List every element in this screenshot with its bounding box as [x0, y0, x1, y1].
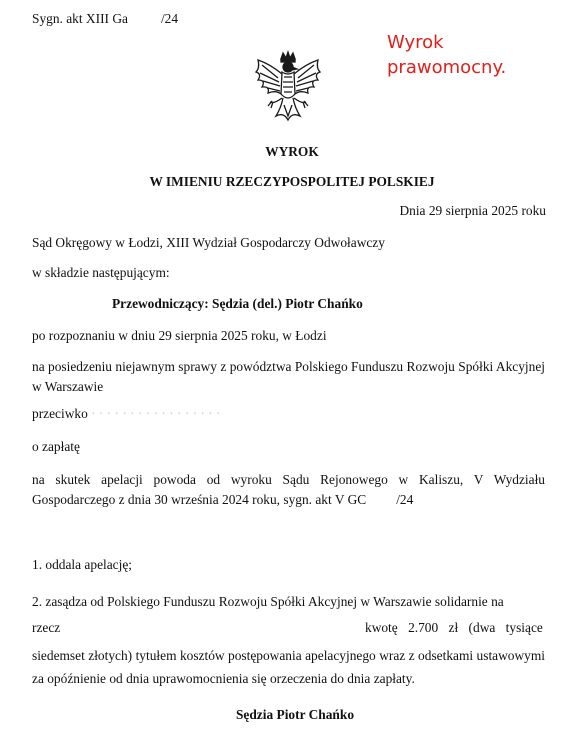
- against-label: przeciwko: [32, 406, 88, 421]
- case-number-suffix: /24: [160, 11, 179, 26]
- defendant-line: [32, 406, 221, 422]
- rzecz-label: rzecz: [32, 620, 61, 635]
- judgment-date: Dnia 29 sierpnia 2025 roku: [399, 203, 546, 218]
- polish-eagle-emblem-icon: [248, 50, 328, 130]
- appeal-basis: [32, 470, 545, 510]
- composition-label: w składzie następującym:: [32, 265, 170, 280]
- ruling-item-2-rest: siedemset złotych) tytułem kosztów postępowania apelacyjnego wraz z odsetkami ustawowymi za opóźnienie od dnia uprawomocnienia się orzeczenia do dnia zapłaty.: [32, 648, 545, 686]
- case-description: na posiedzeniu niejawnym sprawy z powództwa Polskiego Funduszu Rozwoju Spółki Akcyjnej w Warszawie: [32, 359, 545, 394]
- finality-stamp: Wyrok prawomocny.: [387, 32, 507, 78]
- hearing-info: po rozpoznaniu w dniu 29 sierpnia 2025 roku, w Łodzi: [32, 328, 327, 343]
- presiding-judge: Przewodniczący: Sędzia (del.) Piotr Chańko: [112, 296, 363, 311]
- ruling-item-2-rzecz-line: [32, 620, 545, 636]
- subject-line: o zapłatę: [32, 439, 80, 454]
- amount-text: kwotę 2.700 zł (dwa tysiące: [365, 620, 543, 635]
- judge-signature: Sędzia Piotr Chańko: [235, 707, 355, 722]
- appeal-case-suffix: /24: [396, 492, 414, 507]
- case-number: [32, 11, 178, 27]
- court-name: Sąd Okręgowy w Łodzi, XIII Wydział Gospodarczy Odwoławczy: [32, 235, 385, 250]
- ruling-item-2-start: 2. zasądza od Polskiego Funduszu Rozwoju Spółki Akcyjnej w Warszawie solidarnie na: [32, 594, 504, 609]
- document-subtitle: W IMIENIU RZECZYPOSPOLITEJ POLSKIEJ: [149, 174, 435, 189]
- redacted-defendant: · · · · · · · · · · · · · · · · ·: [87, 406, 221, 421]
- case-number-prefix: Sygn. akt XIII Ga: [32, 11, 128, 26]
- document-title: WYROK: [265, 144, 319, 159]
- appeal-text: na skutek apelacji powoda od wyroku Sądu Rejonowego w Kaliszu, V Wydziału Gospodarczego z dnia 30 września 2024 roku, sygn. akt V GC: [32, 472, 545, 507]
- ruling-item-1: 1. oddala apelację;: [32, 557, 133, 572]
